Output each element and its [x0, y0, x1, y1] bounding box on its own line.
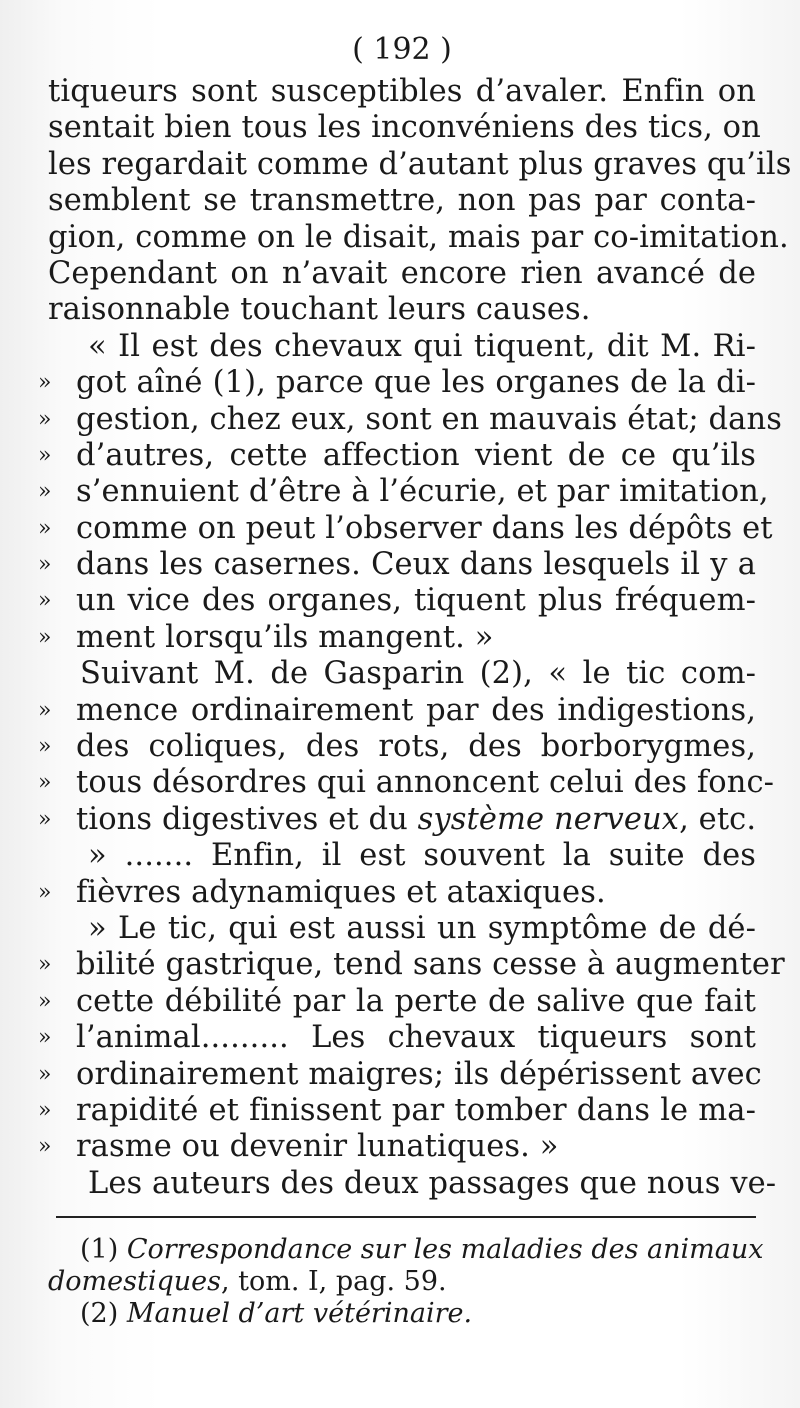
text-line: des coliques, des rots, des borborygmes, — [76, 729, 756, 765]
text-line: ordinairement maigres; ils dépérissent avec — [76, 1056, 762, 1092]
text-line: got aîné (1), parce que les organes de la di- — [76, 365, 756, 401]
main-text — [38, 74, 792, 1202]
text-line: fièvres adynamiques et ataxiques. — [76, 874, 606, 910]
text-line: tous désordres qui annoncent celui des fonc- — [76, 765, 775, 801]
text-line: mence ordinairement par des indigestions, — [76, 692, 756, 728]
quote-mark: » — [38, 697, 52, 723]
text-line: les regardait comme d’autant plus graves qu’ils — [48, 146, 792, 182]
quoted-line — [38, 874, 756, 911]
text-line: « Il est des chevaux qui tiquent, dit M. Ri- — [88, 328, 756, 364]
quoted-line — [38, 1056, 762, 1093]
quoted-line — [38, 983, 756, 1020]
footnote-divider — [56, 1216, 756, 1218]
text-line: rasme ou devenir lunatiques. » — [76, 1129, 559, 1165]
quoted-line — [38, 1129, 756, 1165]
quote-mark: » — [38, 988, 52, 1014]
quoted-line — [38, 583, 756, 619]
text-line: s’ennuient d’être à l’écurie, et par imitation, — [76, 474, 769, 510]
text-line: , etc. — [679, 801, 757, 837]
quote-mark: » — [38, 406, 52, 432]
page-number: ( 192 ) — [352, 32, 452, 67]
footnotes — [48, 1234, 764, 1330]
quoted-line — [38, 437, 756, 474]
quoted-line — [38, 474, 769, 510]
text-line: sentait bien tous les inconvéniens des tics, on — [48, 110, 761, 146]
quote-mark: » — [38, 624, 52, 650]
quoted-line — [38, 547, 756, 583]
italic-text: système nerveux — [417, 801, 680, 837]
quote-mark: » — [38, 479, 52, 505]
text-line: Les auteurs des deux passages que nous ve- — [88, 1165, 777, 1201]
text-line: tions digestives et du — [76, 801, 418, 837]
quote-mark: » — [38, 515, 52, 541]
quote-mark: » — [38, 770, 52, 796]
text-line: rapidité et finissent par tomber dans le ma- — [76, 1092, 756, 1128]
text-line: » ....... Enfin, il est souvent la suite des — [88, 838, 756, 874]
text-line: gestion, chez eux, sont en mauvais état; dans — [76, 401, 782, 437]
footnote-number: (2) — [80, 1298, 119, 1330]
quote-mark: » — [38, 588, 52, 614]
quote-mark: » — [38, 734, 52, 760]
quoted-line — [38, 1020, 756, 1056]
text-line: raisonnable touchant leurs causes. — [48, 292, 591, 328]
text-line: Suivant M. de Gasparin (2), « le tic com- — [80, 656, 756, 692]
quote-mark: » — [38, 1134, 52, 1160]
footnote-number: (1) — [80, 1234, 119, 1266]
footnote-1-continued — [48, 1266, 756, 1298]
quote-mark: » — [38, 952, 52, 978]
text-line: » Le tic, qui est aussi un symptôme de dé- — [88, 910, 756, 946]
quote-mark: » — [38, 370, 52, 396]
text-line: bilité gastrique, tend sans cesse à augmenter — [76, 947, 785, 983]
text-line: semblent se transmettre, non pas par conta- — [48, 183, 756, 219]
text-line: d’autres, cette affection vient de ce qu’ils — [76, 437, 756, 473]
quoted-line — [38, 692, 756, 729]
text-line: comme on peut l’observer dans les dépôts et — [76, 510, 773, 546]
quote-mark: » — [38, 806, 52, 832]
footnote-1 — [48, 1234, 764, 1266]
footnote-2 — [48, 1298, 756, 1330]
quoted-line — [38, 765, 775, 801]
quoted-line — [38, 729, 756, 765]
quoted-line — [38, 365, 756, 401]
quote-mark: » — [38, 442, 52, 468]
footnote-reference: , tom. I, pag. 59. — [220, 1266, 447, 1298]
quoted-line — [38, 510, 773, 547]
text-line: un vice des organes, tiquent plus fréquem- — [76, 583, 756, 619]
text-line: l’animal......... Les chevaux tiqueurs sont — [76, 1020, 756, 1056]
footnote-title: Manuel d’art vétérinaire. — [126, 1298, 473, 1330]
footnote-title: domestiques — [48, 1266, 221, 1298]
quote-mark: » — [38, 879, 52, 905]
quote-mark: » — [38, 1025, 52, 1051]
text-line: tiqueurs sont susceptibles d’avaler. Enfin on — [48, 74, 756, 109]
footnote-title: Correspondance sur les maladies des animaux — [126, 1234, 764, 1266]
quote-mark: » — [38, 1061, 52, 1087]
quoted-line — [38, 401, 782, 438]
quote-mark: » — [38, 1097, 52, 1123]
quote-mark: » — [38, 552, 52, 578]
text-line: dans les casernes. Ceux dans lesquels il y a — [76, 547, 756, 583]
text-line: cette débilité par la perte de salive que fait — [76, 983, 756, 1019]
quoted-line — [38, 801, 757, 838]
text-line: gion, comme on le disait, mais par co-imitation. — [48, 219, 789, 255]
quoted-line — [38, 619, 756, 656]
quoted-line — [38, 947, 785, 983]
text-line: Cependant on n’avait encore rien avancé de — [48, 255, 756, 291]
quoted-line — [38, 1092, 756, 1129]
text-line: ment lorsqu’ils mangent. » — [76, 619, 494, 655]
